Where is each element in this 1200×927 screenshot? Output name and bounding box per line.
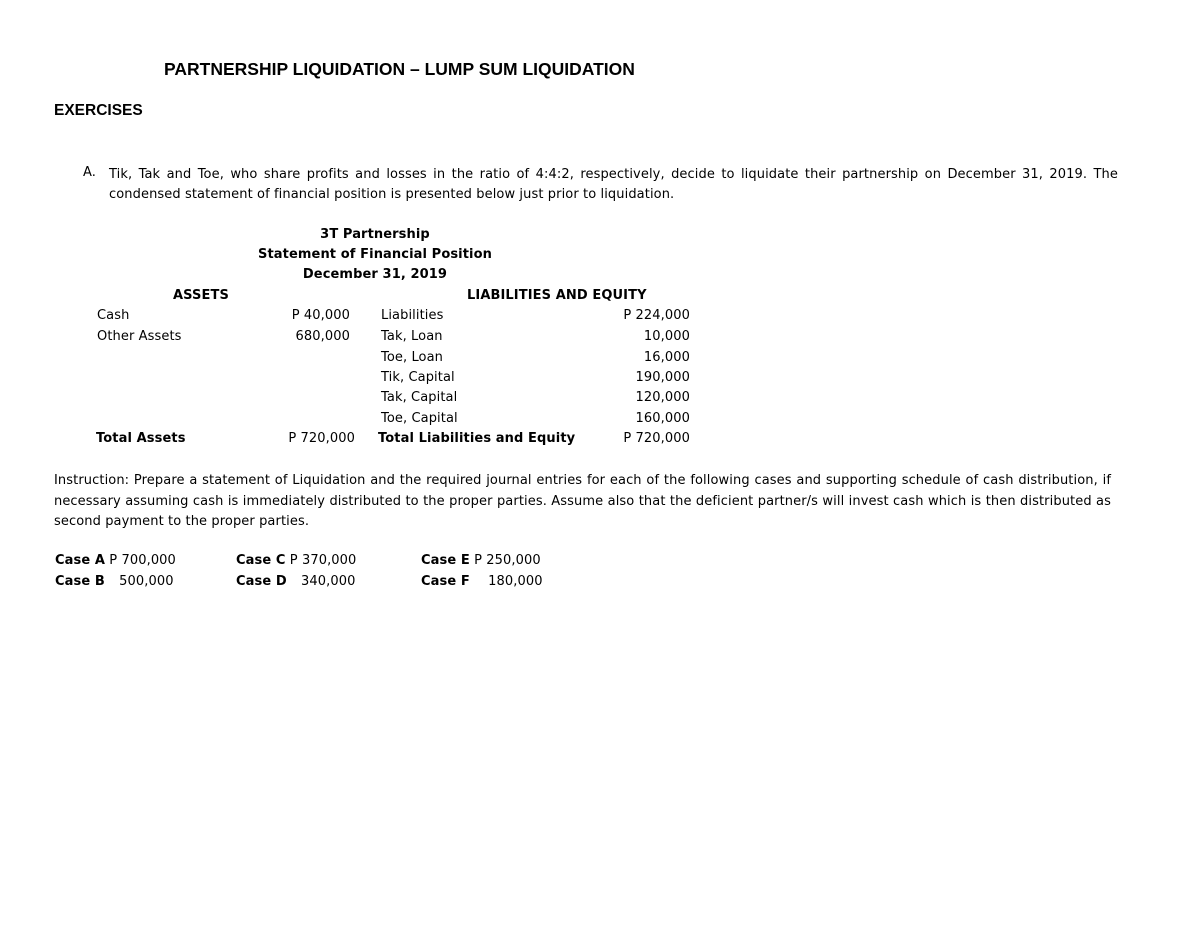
liability-label: Liabilities (381, 308, 444, 323)
assets-heading: ASSETS (173, 288, 229, 303)
case-label: Case C (236, 553, 286, 568)
liability-label: Tak, Capital (381, 390, 458, 405)
case-label: Case B (55, 574, 105, 589)
case-amount: P 700,000 (109, 553, 176, 568)
item-label: A. (83, 165, 96, 180)
asset-label: Other Assets (97, 329, 182, 344)
case-item (421, 574, 543, 589)
problem-text: Tik, Tak and Toe, who share profits and losses in the ratio of 4:4:2, respectively, decide to liquidate their partnership on December 31, 2019. The condensed statement of financial position is presented below just prior to liquidation. (109, 167, 1118, 202)
statement-date: December 31, 2019 (302, 267, 448, 282)
liability-amount: 120,000 (635, 390, 690, 405)
case-amount: 340,000 (301, 574, 356, 589)
liability-amount: 10,000 (643, 329, 690, 344)
liability-amount: 16,000 (643, 350, 690, 365)
liability-label: Tak, Loan (381, 329, 443, 344)
statement-name: Statement of Financial Position (258, 247, 492, 262)
liability-label: Toe, Capital (381, 411, 458, 426)
asset-amount: P 40,000 (291, 308, 350, 323)
liability-label: Toe, Loan (381, 350, 444, 365)
case-amount: 180,000 (488, 574, 543, 589)
case-amount: 500,000 (119, 574, 174, 589)
case-amount: P 250,000 (474, 553, 541, 568)
liabilities-heading: LIABILITIES AND EQUITY (467, 288, 647, 303)
total-liabilities-label: Total Liabilities and Equity (378, 431, 576, 446)
asset-amount: 680,000 (295, 329, 350, 344)
statement-company: 3T Partnership (320, 227, 430, 242)
case-item (236, 574, 356, 589)
liability-amount: 190,000 (635, 370, 690, 385)
total-assets-label: Total Assets (96, 431, 186, 446)
case-amount: P 370,000 (289, 553, 357, 568)
page-title: PARTNERSHIP LIQUIDATION – LUMP SUM LIQUIDATION (164, 59, 635, 79)
case-label: Case A (55, 553, 106, 568)
total-liabilities-amount: P 720,000 (623, 431, 690, 446)
case-item (55, 574, 174, 589)
section-heading: EXERCISES (54, 102, 143, 119)
liability-amount: 160,000 (635, 411, 690, 426)
liability-label: Tik, Capital (381, 370, 455, 385)
case-label: Case D (236, 574, 287, 589)
asset-label: Cash (97, 308, 130, 323)
case-item (421, 553, 541, 568)
case-label: Case E (421, 553, 470, 568)
liability-amount: P 224,000 (623, 308, 690, 323)
case-label: Case F (421, 574, 470, 589)
case-item (55, 553, 176, 568)
case-item (236, 553, 356, 568)
instruction-text: Instruction: Prepare a statement of Liquidation and the required journal entries for each of the following cases and supporting schedule of cash distribution, if necessary assuming cash is immediately distributed to the proper parties. Assume also that the deficient partner/s will invest cash which is then distributed as second payment to the proper parties. (54, 473, 1111, 529)
total-assets-amount: P 720,000 (288, 431, 355, 446)
